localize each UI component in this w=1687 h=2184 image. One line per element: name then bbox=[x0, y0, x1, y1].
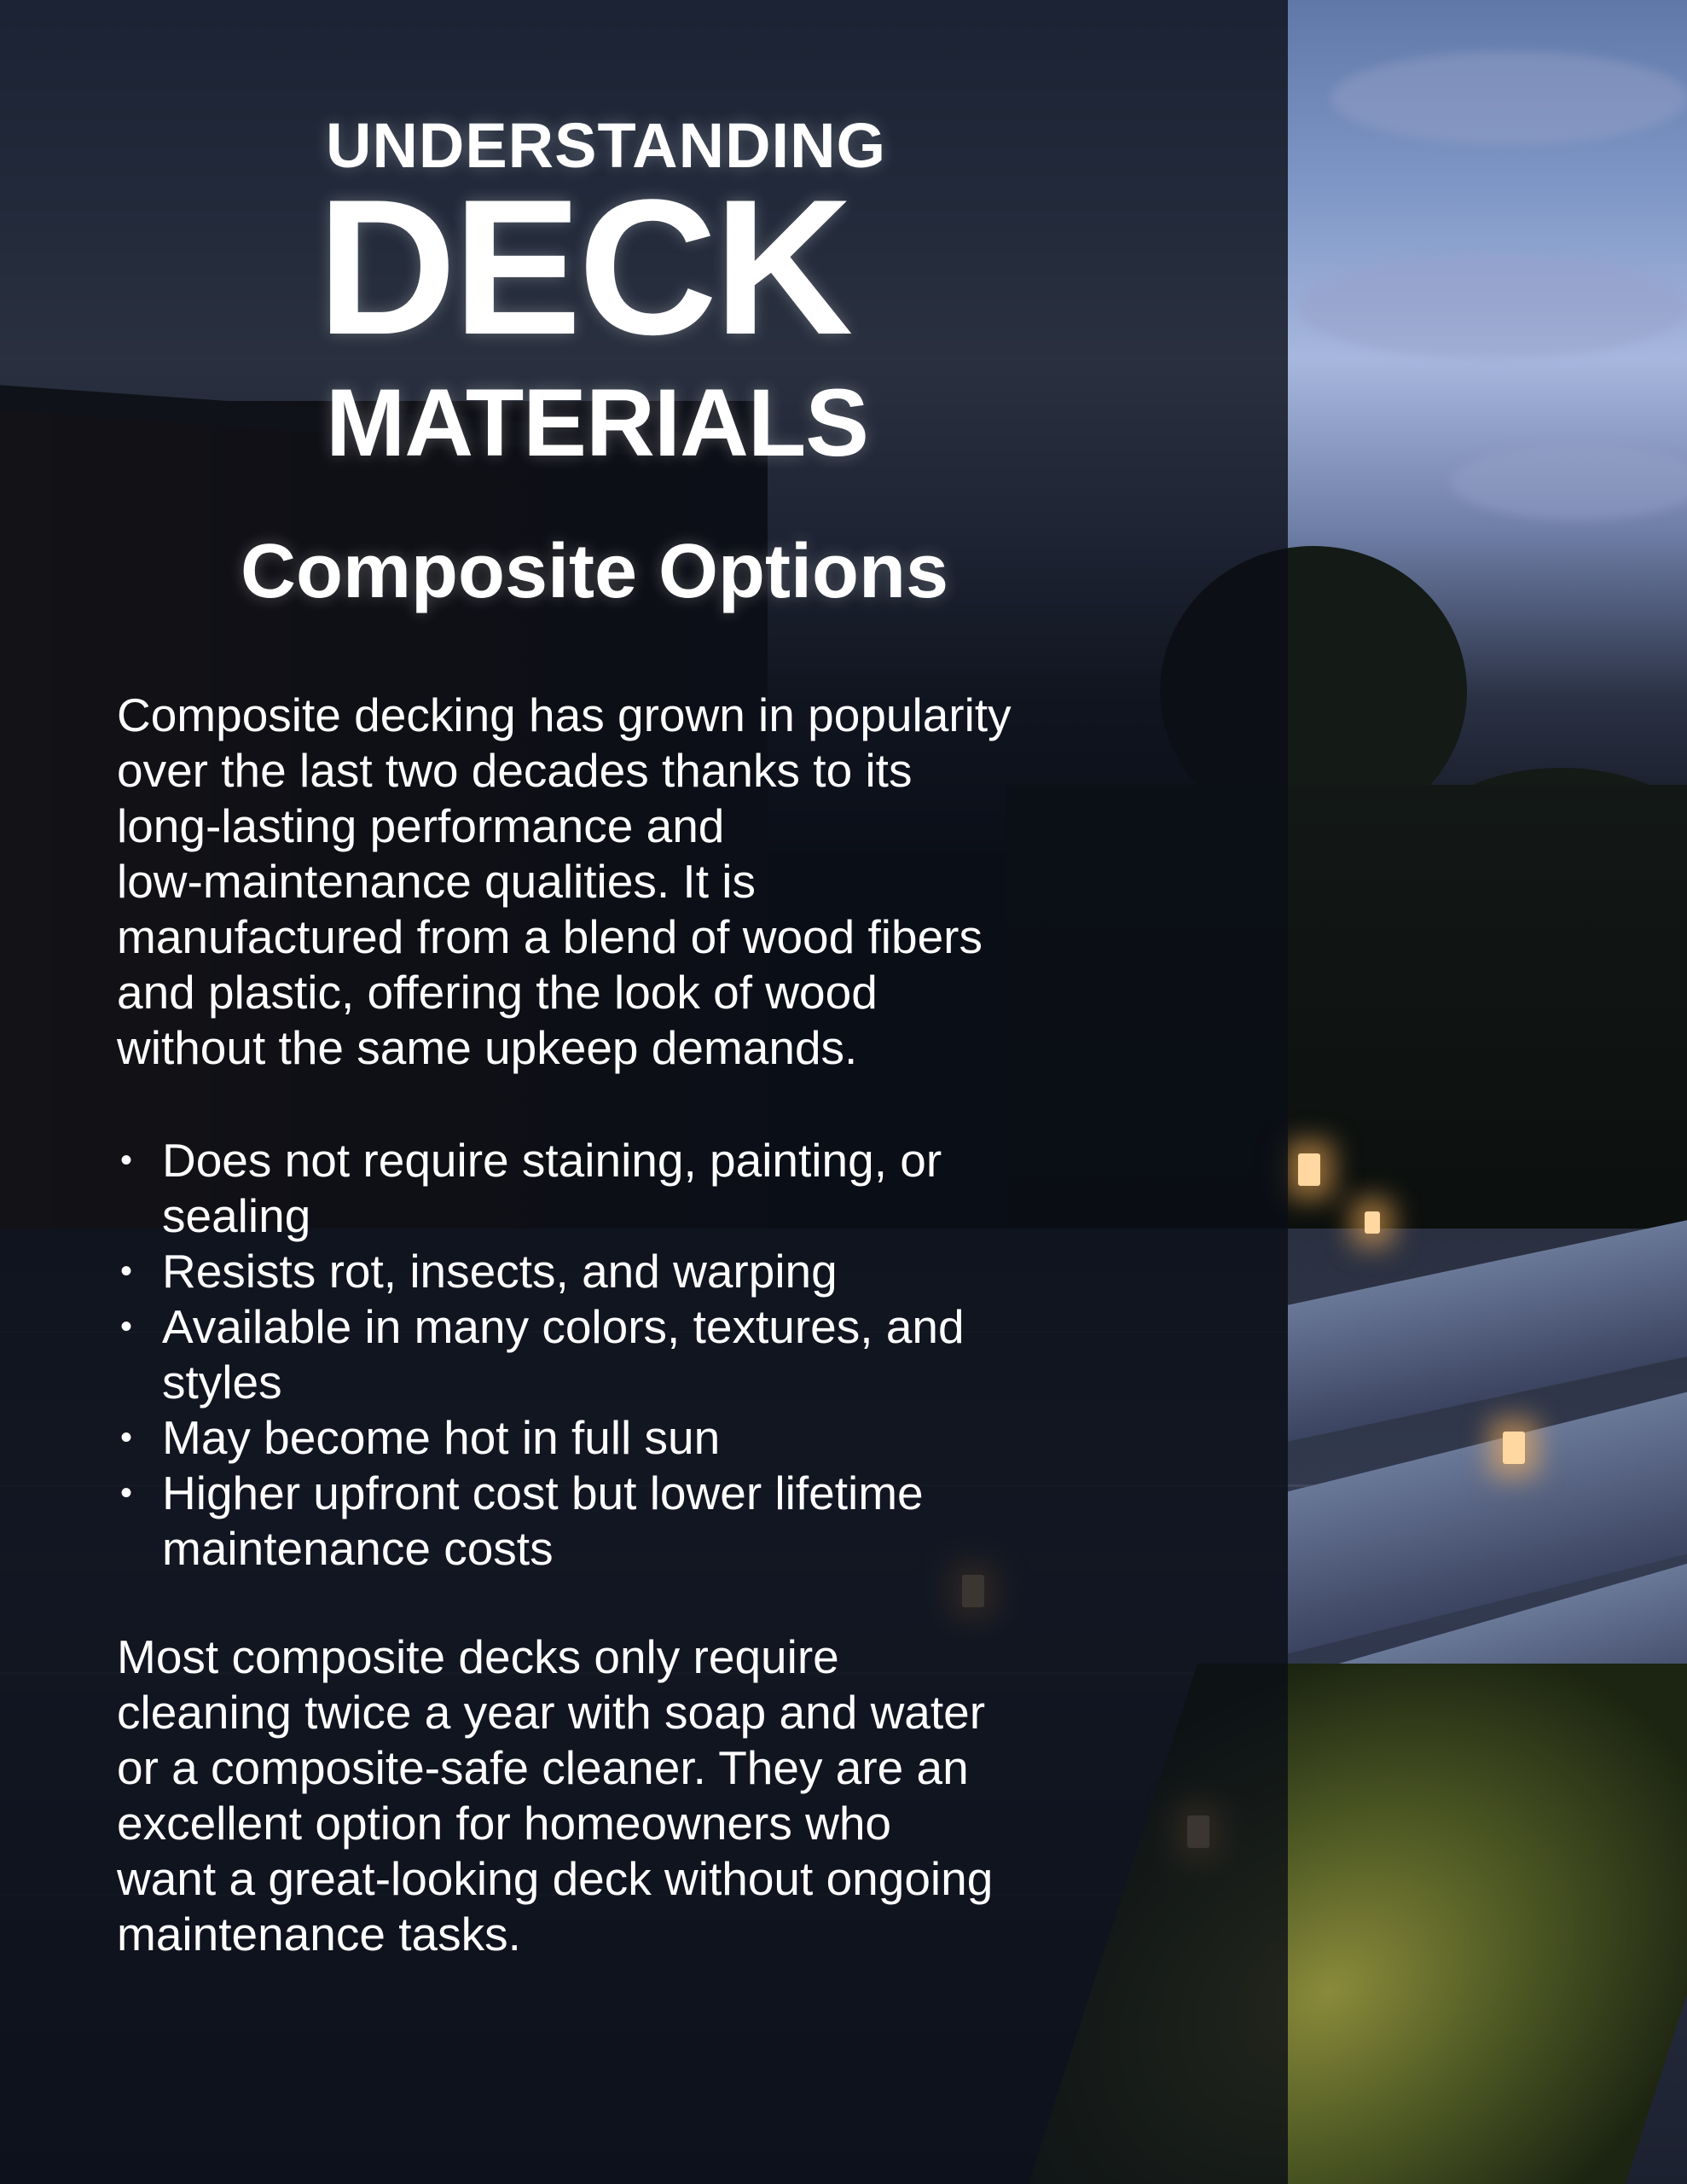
deck-light bbox=[1365, 1211, 1380, 1234]
deck-light bbox=[1503, 1432, 1525, 1464]
subtitle: Composite Options bbox=[241, 529, 948, 614]
list-item-text: Available in many colors, textures, and styles bbox=[162, 1300, 965, 1409]
intro-paragraph: Composite decking has grown in popularity over the last two decades thanks to its long-lasting performance and low-maintenance qualities. It is manufactured from a blend of wood fibers and plastic, offering the look of wood without the same upkeep demands. bbox=[117, 688, 1012, 1074]
title-line-deck: DECK bbox=[317, 159, 850, 375]
closing-paragraph: Most composite decks only require cleaning twice a year with soap and water or a composite-safe cleaner. They are an excellent option for homeowners who want a great-looking deck without ongoing maintenance tasks. bbox=[117, 1630, 994, 1960]
list-item-text: Does not require staining, painting, or sealing bbox=[162, 1134, 942, 1242]
list-item bbox=[117, 1410, 1123, 1466]
list-item bbox=[117, 1244, 1123, 1299]
cloud bbox=[1296, 256, 1687, 358]
feature-list bbox=[117, 1133, 1123, 1577]
bullet-icon: • bbox=[120, 1141, 133, 1179]
cloud bbox=[1330, 51, 1687, 145]
list-item bbox=[117, 1133, 1123, 1244]
list-item-text: Higher upfront cost but lower lifetime maintenance costs bbox=[162, 1467, 924, 1575]
bullet-icon: • bbox=[120, 1419, 133, 1456]
list-item bbox=[117, 1299, 1123, 1410]
deck-light bbox=[1298, 1153, 1320, 1186]
bullet-icon: • bbox=[120, 1308, 133, 1345]
list-item bbox=[117, 1466, 1123, 1577]
bullet-icon: • bbox=[120, 1474, 133, 1512]
title-line-materials: MATERIALS bbox=[326, 369, 868, 476]
list-item-text: May become hot in full sun bbox=[162, 1411, 721, 1464]
title-line-understanding: UNDERSTANDING bbox=[326, 110, 887, 181]
list-item-text: Resists rot, insects, and warping bbox=[162, 1245, 838, 1298]
bullet-icon: • bbox=[120, 1252, 133, 1290]
